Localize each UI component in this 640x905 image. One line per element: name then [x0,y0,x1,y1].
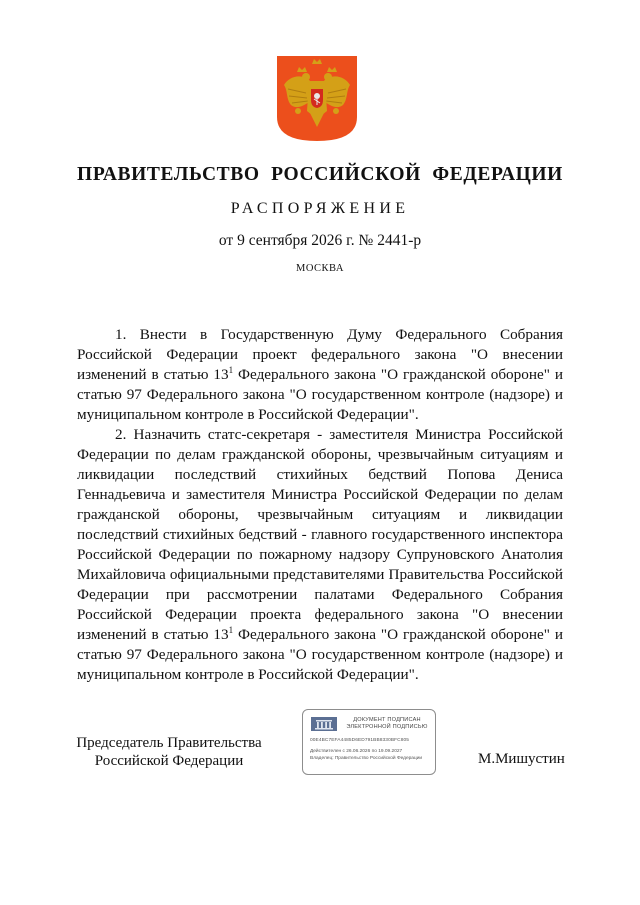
government-building-icon [310,716,338,732]
document-body [77,325,563,685]
position-line-2: Российской Федерации [94,753,244,769]
paragraph-2: 2. Назначить статс-секретаря - заместителя Министра Российской Федерации по делам гражданской обороны, чрезвычайным ситуациям и ликвидации последствий стихийных бедствий Попова Дениса Геннадьевича и заместителя Министра Российской Федерации по делам гражданской обороны, чрезвычайным ситуациям и ликвидации последствий стихийных бедствий - главного государственного инспектора Российской Федерации по пожарному надзору Супруновского Анатолия Михайловича официальными представителями Правительства Российской Федерации при рассмотрении палатами Федерального Собрания Российской Федерации проекта федерального закона "О внесении изменений в статью $13^1$ Федерального закона "О гражданской обороне" и статью 97 Федерального закона "О государственном контроле (надзоре) и муниципальном контроле в Российской Федерации". [77,426,563,683]
date-line [0,232,640,250]
certificate-number: 00E4BC7EFA4485D6ED791BB8330BFC805 [310,738,410,743]
document-number: 2441-р [377,232,422,249]
document-title: ПРАВИТЕЛЬСТВО РОССИЙСКОЙ ФЕДЕРАЦИИ [77,164,563,185]
city: МОСКВА [296,263,344,274]
signatory-position [64,734,274,770]
electronic-signature-stamp [302,709,436,775]
position-line-1: Председатель Правительства [76,735,262,751]
paragraph-1: 1. Внести в Государственную Думу Федерального Собрания Российской Федерации проект федерального закона "О внесении изменений в статью $13^1$ Федерального закона "О гражданской обороне" и статью 97 Федерального закона "О государственном контроле (надзоре) и муниципальном контроле в Российской Федерации". [77,326,563,423]
certificate-validity: Действителен с 26.06.2026 по 19.09.2027 [310,749,403,754]
signatory-name: М.Мишустин [478,751,565,767]
document-type: РАСПОРЯЖЕНИЕ [230,200,410,217]
stamp-title: ДОКУМЕНТ ПОДПИСАН ЭЛЕКТРОННОЙ ПОДПИСЬЮ [346,717,428,730]
coat-of-arms-icon [276,55,358,142]
certificate-owner: Владелец: Правительство Российской Федерации [310,756,423,761]
document-date: от 9 сентября 2026 г. [218,232,355,249]
number-sign: № [358,232,374,249]
